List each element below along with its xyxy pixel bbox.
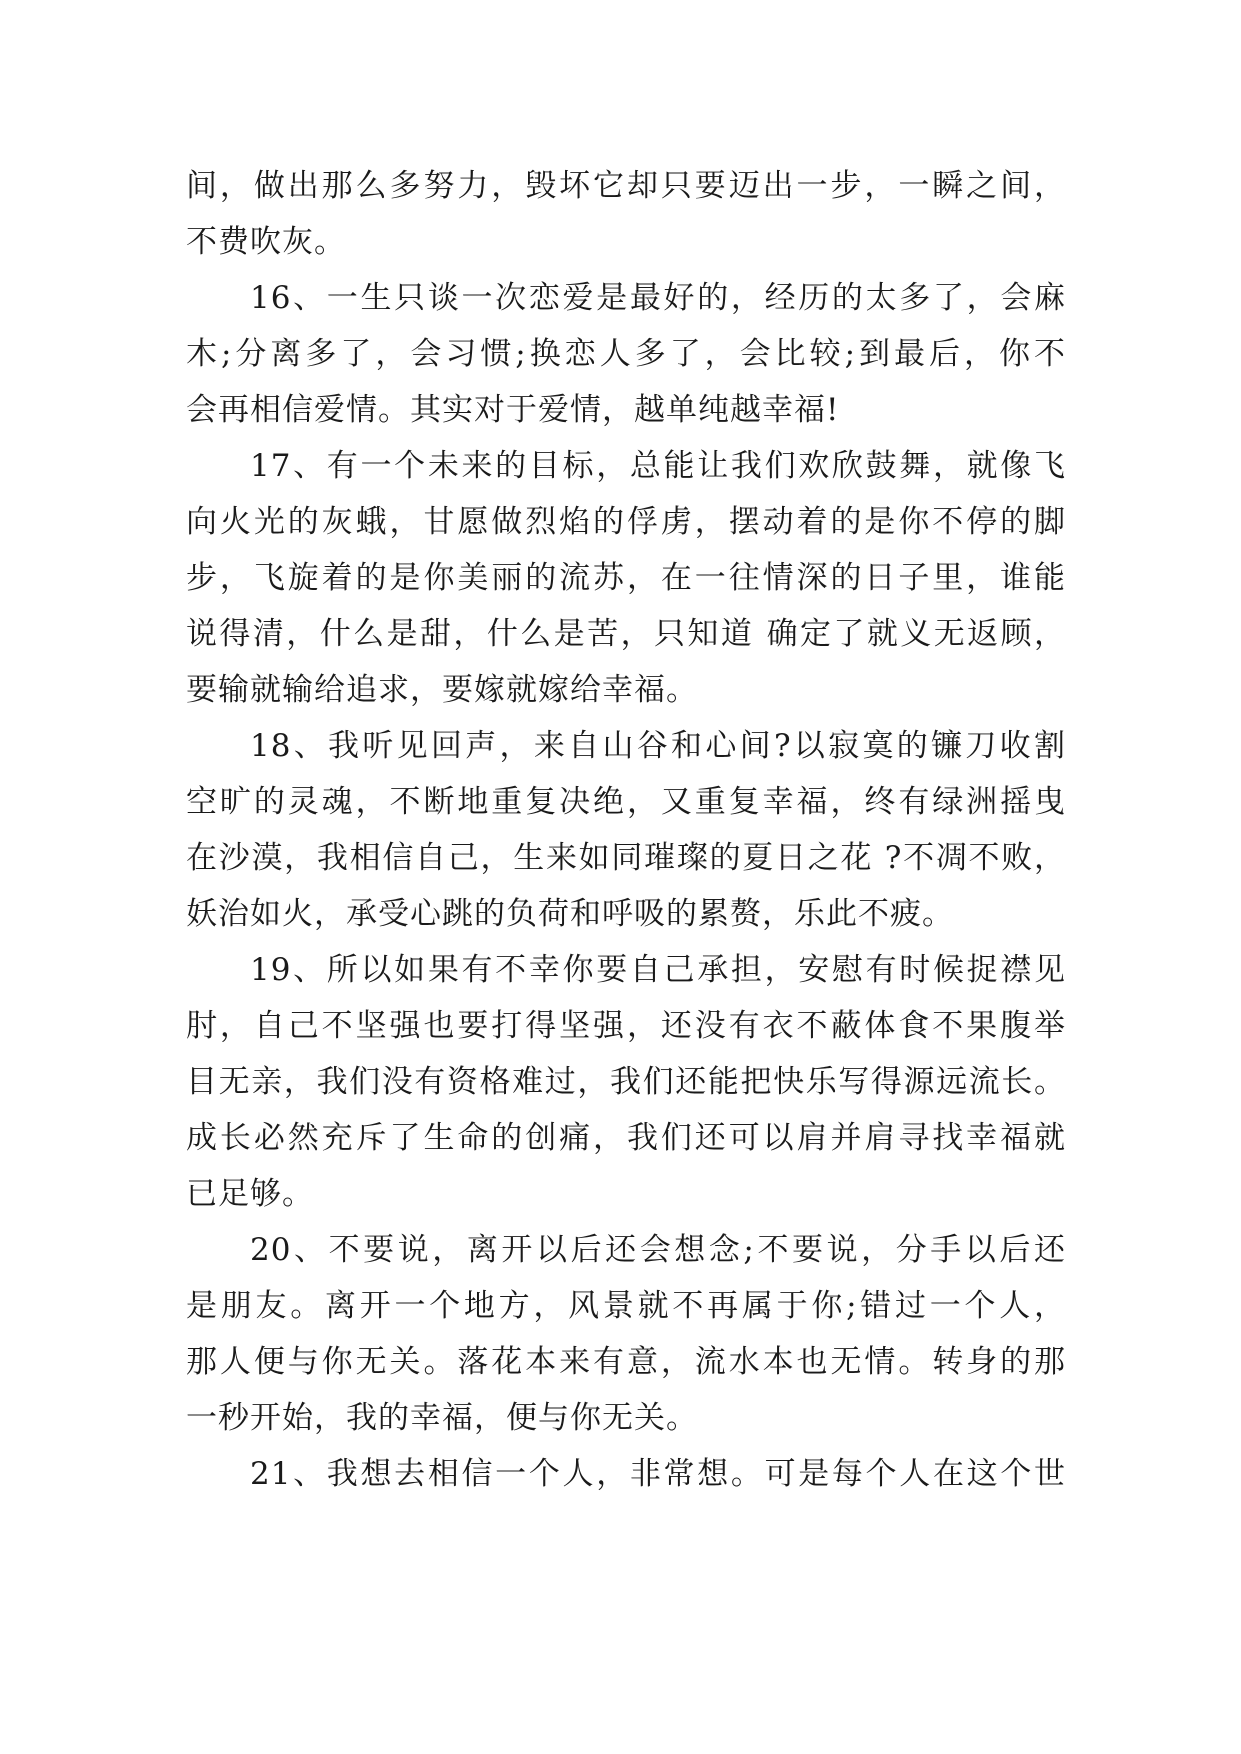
paragraph-first-line: 17、有一个未来的目标，总能让我们欢欣鼓舞，就像飞 [250,448,1066,484]
paragraph-first-line: 19、所以如果有不幸你要自己承担，安慰有时候捉襟见 [250,952,1066,988]
paragraph-first-line: 18、我听见回声，来自山谷和心间?以寂寞的镰刀收割 [250,728,1066,764]
text-line: 一秒开始，我的幸福，便与你无关。 [186,1400,698,1436]
text-line: 肘，自己不坚强也要打得坚强，还没有衣不蔽体食不果腹举 [186,1008,1066,1044]
text-line: 已足够。 [186,1176,314,1212]
paragraph-first-line: 16、一生只谈一次恋爱是最好的，经历的太多了，会麻 [250,280,1066,316]
paragraph-first-line: 20、不要说，离开以后还会想念;不要说，分手以后还 [250,1232,1066,1268]
text-line: 目无亲，我们没有资格难过，我们还能把快乐写得源远流长。 [186,1064,1066,1100]
text-line: 向火光的灰蛾，甘愿做烈焰的俘虏，摆动着的是你不停的脚 [186,504,1066,540]
paragraph-first-line: 21、我想去相信一个人，非常想。可是每个人在这个世 [250,1456,1066,1492]
text-line: 要输就输给追求，要嫁就嫁给幸福。 [186,672,698,708]
text-line: 那人便与你无关。落花本来有意，流水本也无情。转身的那 [186,1344,1066,1380]
text-line: 成长必然充斥了生命的创痛，我们还可以肩并肩寻找幸福就 [186,1120,1066,1156]
text-line: 说得清，什么是甜，什么是苦，只知道 确定了就义无返顾， [186,616,1066,652]
body-text [186,158,1066,1502]
text-line: 不费吹灰。 [186,224,346,260]
text-line: 木;分离多了，会习惯;换恋人多了，会比较;到最后，你不 [186,336,1066,372]
text-line: 在沙漠，我相信自己，生来如同璀璨的夏日之花 ?不凋不败， [186,840,1066,876]
text-line: 是朋友。离开一个地方，风景就不再属于你;错过一个人， [186,1288,1066,1324]
text-line: 步，飞旋着的是你美丽的流苏，在一往情深的日子里，谁能 [186,560,1066,596]
text-line: 妖治如火，承受心跳的负荷和呼吸的累赘，乐此不疲。 [186,896,954,932]
text-line: 间，做出那么多努力，毁坏它却只要迈出一步，一瞬之间， [186,168,1066,204]
text-line: 空旷的灵魂，不断地重复决绝，又重复幸福，终有绿洲摇曳 [186,784,1066,820]
text-line: 会再相信爱情。其实对于爱情，越单纯越幸福! [186,392,840,428]
